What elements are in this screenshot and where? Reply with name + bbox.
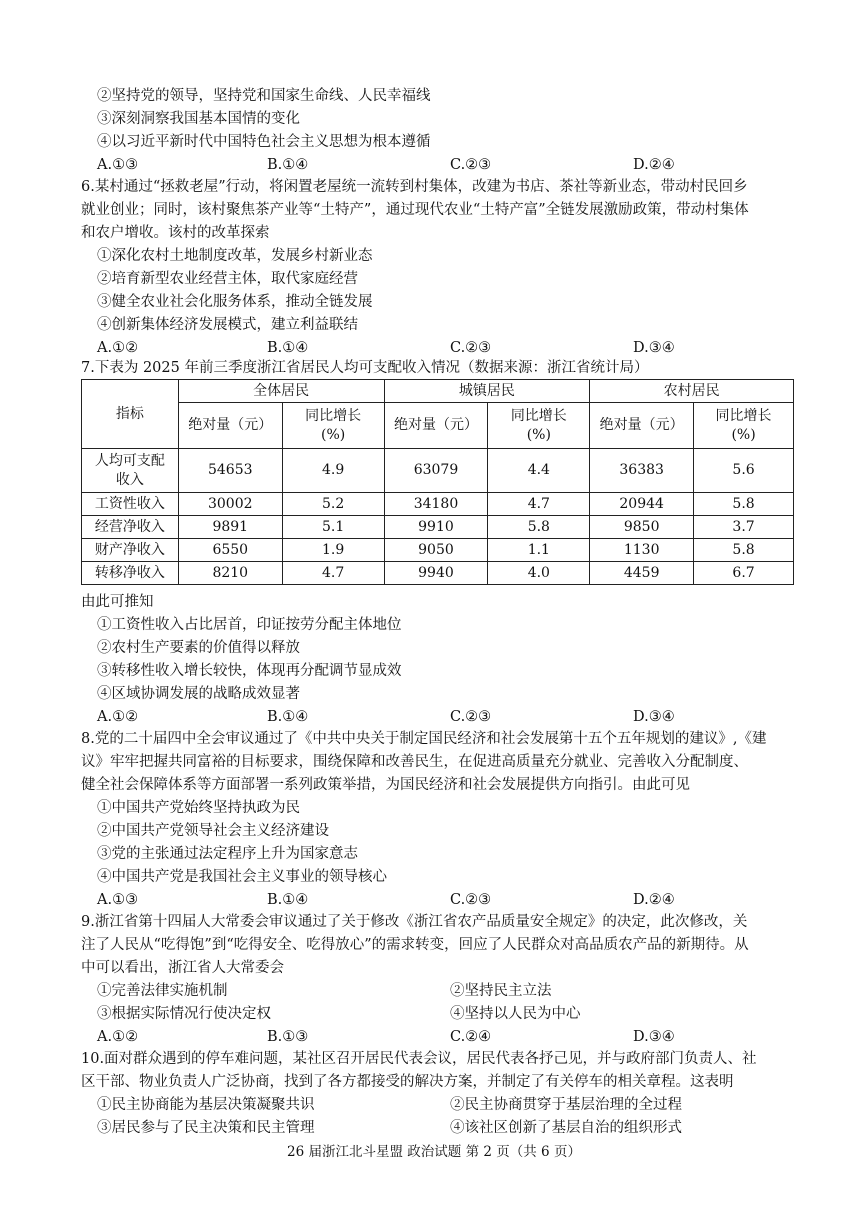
growth-label: 同比增长 — [715, 407, 772, 424]
row-label-line: 收入 — [115, 471, 144, 488]
sub-header-absolute: 绝对量（元） — [590, 403, 694, 449]
option-line: ③转移性收入增长较快，体现再分配调节显成效 — [97, 663, 402, 679]
indicator-header: 指标 — [82, 380, 179, 449]
answer-b: B.①④ — [267, 340, 309, 356]
table-cell: 4.7 — [282, 562, 384, 585]
group-header: 城镇居民 — [384, 380, 590, 403]
question-10-stem: 区干部、物业负责人广泛协商，找到了各方都接受的解决方案，并制定了有关停车的相关章程。这表明 — [81, 1074, 734, 1090]
question-8-stem: 议》牢牢把握共同富裕的目标要求，围绕保障和改善民生，在促进高质量充分就业、完善收入分配制度、 — [81, 754, 748, 770]
table-cell: 5.1 — [282, 516, 384, 539]
table-cell: 9050 — [384, 539, 488, 562]
answer-b: B.①④ — [267, 709, 309, 725]
growth-unit: (%) — [526, 426, 551, 443]
table-cell: 4.0 — [488, 562, 590, 585]
row-label: 经营净收入 — [82, 516, 179, 539]
option-line: ③居民参与了民主决策和民主管理 — [97, 1120, 315, 1136]
group-header: 全体居民 — [178, 380, 384, 403]
table-cell: 30002 — [178, 493, 282, 516]
question-9-stem: 注了人民从“吃得饱”到“吃得安全、吃得放心”的需求转变，回应了人民群众对高品质农产品的新期待。从 — [81, 937, 749, 953]
table-cell: 9891 — [178, 516, 282, 539]
table-cell: 4.7 — [488, 493, 590, 516]
answer-c: C.②③ — [450, 340, 492, 356]
question-7-lead: 由此可推知 — [81, 594, 154, 610]
option-line: ①工资性收入占比居首，印证按劳分配主体地位 — [97, 617, 402, 633]
table-cell: 4459 — [590, 562, 694, 585]
table-cell: 63079 — [384, 449, 488, 493]
table-cell: 3.7 — [694, 516, 794, 539]
table-cell: 1.1 — [488, 539, 590, 562]
row-label — [82, 449, 179, 493]
question-7-stem: 7.下表为 2025 年前三季度浙江省居民人均可支配收入情况（数据来源：浙江省统计局） — [81, 360, 649, 376]
table-cell: 4.4 — [488, 449, 590, 493]
table-cell: 1130 — [590, 539, 694, 562]
answer-d: D.③④ — [633, 1029, 675, 1045]
table-cell: 8210 — [178, 562, 282, 585]
answer-c: C.②③ — [450, 157, 492, 173]
table-cell: 4.9 — [282, 449, 384, 493]
table-cell: 5.8 — [488, 516, 590, 539]
table-cell: 5.8 — [694, 493, 794, 516]
question-6-stem: 就业创业；同时，该村聚焦茶产业等“土特产”，通过现代农业“土特产富”全链发展激励政策，带动村集体 — [81, 202, 749, 218]
option-line: ②中国共产党领导社会主义经济建设 — [97, 823, 329, 839]
answer-d: D.②④ — [633, 157, 675, 173]
sub-header-absolute: 绝对量（元） — [384, 403, 488, 449]
sub-header-growth — [282, 403, 384, 449]
growth-unit: (%) — [731, 426, 756, 443]
table-row — [82, 539, 794, 562]
table-cell: 5.2 — [282, 493, 384, 516]
growth-unit: (%) — [321, 426, 346, 443]
table-cell: 34180 — [384, 493, 488, 516]
sub-header-growth — [488, 403, 590, 449]
option-line: ④区域协调发展的战略成效显著 — [97, 686, 300, 702]
answer-a: A.①③ — [97, 892, 139, 908]
sub-header-growth — [694, 403, 794, 449]
table-cell: 6550 — [178, 539, 282, 562]
growth-label: 同比增长 — [305, 407, 362, 424]
question-8-stem: 健全社会保障体系等方面部署一系列政策举措，为国民经济和社会发展提供方向指引。由此可见 — [81, 777, 690, 793]
table-cell: 20944 — [590, 493, 694, 516]
income-table — [81, 379, 794, 585]
option-line: ②坚持民主立法 — [450, 983, 552, 999]
table-cell: 6.7 — [694, 562, 794, 585]
group-header: 农村居民 — [590, 380, 794, 403]
option-line: ①民主协商能为基层决策凝聚共识 — [97, 1097, 315, 1113]
question-6-stem: 和农户增收。该村的改革探索 — [81, 225, 270, 241]
table-cell: 5.8 — [694, 539, 794, 562]
answer-d: D.③④ — [633, 709, 675, 725]
answer-d: D.②④ — [633, 892, 675, 908]
option-line: ④创新集体经济发展模式，建立利益联结 — [97, 317, 358, 333]
question-10-stem: 10.面对群众遇到的停车难问题，某社区召开居民代表会议，居民代表各抒己见，并与政府部门负责人、社 — [81, 1051, 757, 1067]
table-cell: 54653 — [178, 449, 282, 493]
row-label: 工资性收入 — [82, 493, 179, 516]
answer-a: A.①② — [97, 709, 139, 725]
answer-d: D.③④ — [633, 340, 675, 356]
table-cell: 9850 — [590, 516, 694, 539]
option-line: ③根据实际情况行使决定权 — [97, 1006, 271, 1022]
row-label: 转移净收入 — [82, 562, 179, 585]
answer-c: C.②③ — [450, 892, 492, 908]
answer-b: B.①④ — [267, 157, 309, 173]
option-line: ①完善法律实施机制 — [97, 983, 228, 999]
option-line: ①中国共产党始终坚持执政为民 — [97, 800, 300, 816]
option-line: ④以习近平新时代中国特色社会主义思想为根本遵循 — [97, 134, 431, 150]
table-row — [82, 562, 794, 585]
option-line: ③健全农业社会化服务体系，推动全链发展 — [97, 294, 373, 310]
option-line: ③深刻洞察我国基本国情的变化 — [97, 111, 300, 127]
table-cell: 9940 — [384, 562, 488, 585]
option-line: ④坚持以人民为中心 — [450, 1006, 581, 1022]
option-line: ①深化农村土地制度改革，发展乡村新业态 — [97, 248, 373, 264]
table-cell: 9910 — [384, 516, 488, 539]
option-line: ②坚持党的领导，坚持党和国家生命线、人民幸福线 — [97, 88, 431, 104]
answer-c: C.②③ — [450, 709, 492, 725]
option-line: ③党的主张通过法定程序上升为国家意志 — [97, 846, 358, 862]
row-label-line: 人均可支配 — [94, 452, 165, 469]
growth-label: 同比增长 — [510, 407, 567, 424]
option-line: ④中国共产党是我国社会主义事业的领导核心 — [97, 869, 387, 885]
row-label: 财产净收入 — [82, 539, 179, 562]
question-9-stem: 中可以看出，浙江省人大常委会 — [81, 960, 284, 976]
page-footer: 26 届浙江北斗星盟 政治试题 第 2 页（共 6 页） — [287, 1144, 581, 1160]
answer-b: B.①④ — [267, 892, 309, 908]
table-cell: 5.6 — [694, 449, 794, 493]
question-8-stem: 8.党的二十届四中全会审议通过了《中共中央关于制定国民经济和社会发展第十五个五年规划的建议》,《建 — [81, 731, 767, 747]
option-line: ②培育新型农业经营主体，取代家庭经营 — [97, 271, 358, 287]
question-9-stem: 9.浙江省第十四届人大常委会审议通过了关于修改《浙江省农产品质量安全规定》的决定，此次修改，关 — [81, 914, 748, 930]
table-row — [82, 516, 794, 539]
table-cell: 1.9 — [282, 539, 384, 562]
answer-a: A.①② — [97, 1029, 139, 1045]
question-6-stem: 6.某村通过“拯救老屋”行动，将闲置老屋统一流转到村集体，改建为书店、茶社等新业态，带动村民回乡 — [81, 179, 748, 195]
answer-c: C.②④ — [450, 1029, 492, 1045]
table-cell: 36383 — [590, 449, 694, 493]
option-line: ②农村生产要素的价值得以释放 — [97, 640, 300, 656]
answer-a: A.①③ — [97, 157, 139, 173]
option-line: ②民主协商贯穿于基层治理的全过程 — [450, 1097, 682, 1113]
answer-b: B.①③ — [267, 1029, 309, 1045]
option-line: ④该社区创新了基层自治的组织形式 — [450, 1120, 682, 1136]
table-row — [82, 493, 794, 516]
sub-header-absolute: 绝对量（元） — [178, 403, 282, 449]
table-row — [82, 449, 794, 493]
answer-a: A.①② — [97, 340, 139, 356]
